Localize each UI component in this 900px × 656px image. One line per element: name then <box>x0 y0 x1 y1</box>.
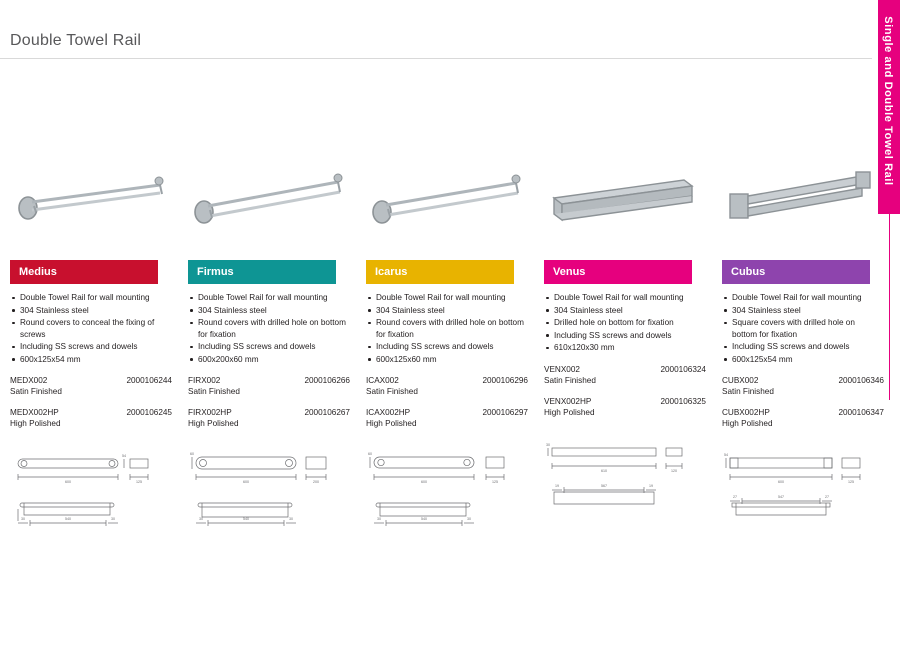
dim-top-length: 610 <box>601 468 607 473</box>
variant-sku: MEDX002 <box>10 376 48 385</box>
section-tab-label: Single and Double Towel Rail <box>882 16 894 186</box>
dim-front-right: 30 <box>289 517 293 521</box>
feature-list <box>366 292 526 365</box>
variant-codes <box>10 375 172 429</box>
header-divider <box>0 58 872 59</box>
variant-number: 2000106266 <box>304 376 350 385</box>
feature-item: 304 Stainless steel <box>722 305 882 317</box>
page-title: Double Towel Rail <box>10 32 142 49</box>
variant-sku: ICAX002HP <box>366 408 411 417</box>
variant-codes <box>188 375 350 429</box>
variant-number: 2000106296 <box>482 376 528 385</box>
product-name: Venus <box>553 266 586 278</box>
feature-item: Round covers with drilled hole on bottom for fixation <box>366 317 526 340</box>
variant-finish: Satin Finished <box>366 387 418 396</box>
variant-number: 2000106324 <box>660 364 706 374</box>
feature-item: Including SS screws and dowels <box>188 341 348 353</box>
feature-item: 304 Stainless steel <box>10 305 170 317</box>
variant-row <box>188 407 350 429</box>
feature-item: Double Towel Rail for wall mounting <box>722 292 882 304</box>
variant-finish: High Polished <box>722 419 773 428</box>
dim-front-width: 567 <box>601 483 607 488</box>
technical-drawing <box>366 445 531 555</box>
variant-number: 2000106245 <box>126 408 172 417</box>
variant-finish: High Polished <box>544 407 595 417</box>
feature-item: Round covers to conceal the fixing of screws <box>10 317 170 340</box>
dim-top-length: 600 <box>421 480 427 484</box>
feature-item: Double Towel Rail for wall mounting <box>544 292 704 304</box>
dim-top-length: 600 <box>778 480 784 484</box>
variant-row <box>722 375 884 397</box>
feature-item: Double Towel Rail for wall mounting <box>10 292 170 304</box>
variant-row <box>544 364 706 386</box>
variant-sku: CUBX002HP <box>722 408 770 417</box>
variant-number: 2000106325 <box>660 396 706 406</box>
product-name: Firmus <box>197 266 234 278</box>
variant-row <box>10 407 172 429</box>
feature-item: 304 Stainless steel <box>544 305 704 317</box>
variant-row <box>366 407 528 429</box>
dim-front-right: 30 <box>111 517 115 521</box>
product-column <box>722 150 884 555</box>
dim-front-width: 540 <box>243 517 249 521</box>
dim-top-length: 600 <box>243 480 249 484</box>
feature-item: 600x200x60 mm <box>188 354 348 366</box>
variant-row <box>10 375 172 397</box>
variant-codes <box>544 364 706 418</box>
feature-list <box>722 292 882 365</box>
feature-list <box>544 292 704 354</box>
feature-item: Including SS screws and dowels <box>366 341 526 353</box>
dim-front-right: 30 <box>467 517 471 521</box>
product-photo-firmus <box>188 150 348 260</box>
dim-side-depth: 125 <box>492 480 498 484</box>
product-name-band <box>10 260 158 284</box>
variant-sku: MEDX002HP <box>10 408 59 417</box>
dim-side-a: 54 <box>122 454 126 458</box>
product-column <box>10 150 172 555</box>
feature-item: Including SS screws and dowels <box>722 341 882 353</box>
variant-row <box>188 375 350 397</box>
dim-side-depth: 125 <box>848 480 854 484</box>
dim-side-a: 60 <box>190 452 194 456</box>
feature-item: 600x125x60 mm <box>366 354 526 366</box>
dim-front-width: 547 <box>778 495 784 499</box>
variant-finish: Satin Finished <box>188 387 240 396</box>
product-name: Cubus <box>731 266 766 278</box>
feature-item: Including SS screws and dowels <box>10 341 170 353</box>
product-name-band <box>366 260 514 284</box>
dim-top-length: 600 <box>65 480 71 484</box>
dim-side-a: 60 <box>368 452 372 456</box>
product-name-band <box>188 260 336 284</box>
feature-item: Round covers with drilled hole on bottom for fixation <box>188 317 348 340</box>
variant-number: 2000106346 <box>838 376 884 385</box>
dim-side-depth: 200 <box>313 480 319 484</box>
dim-side-a: 30 <box>546 442 550 447</box>
product-photo-venus <box>544 150 704 260</box>
product-column <box>188 150 350 555</box>
feature-item: 610x120x30 mm <box>544 342 704 354</box>
variant-finish: High Polished <box>10 419 61 428</box>
dim-front-left: 30 <box>199 517 203 521</box>
dim-front-width: 540 <box>65 517 71 521</box>
product-name-band <box>722 260 870 284</box>
technical-drawing <box>722 445 887 555</box>
feature-item: 600x125x54 mm <box>722 354 882 366</box>
variant-sku: VENX002HP <box>544 396 592 406</box>
feature-item: Double Towel Rail for wall mounting <box>188 292 348 304</box>
dim-side-depth: 120 <box>671 468 677 473</box>
variant-sku: CUBX002 <box>722 376 759 385</box>
technical-drawing <box>544 434 709 544</box>
product-name: Icarus <box>375 266 408 278</box>
variant-number: 2000106244 <box>126 376 172 385</box>
variant-number: 2000106297 <box>482 408 528 417</box>
variant-codes <box>366 375 528 429</box>
product-column <box>544 150 706 544</box>
variant-row <box>722 407 884 429</box>
variant-row <box>366 375 528 397</box>
technical-drawing <box>10 445 175 555</box>
feature-item: Square covers with drilled hole on bottom for fixation <box>722 317 882 340</box>
variant-sku: FIRX002 <box>188 376 221 385</box>
dim-front-right: 27 <box>825 495 829 499</box>
variant-number: 2000106267 <box>304 408 350 417</box>
product-name: Medius <box>19 266 57 278</box>
feature-item: Drilled hole on bottom for fixation <box>544 317 704 329</box>
feature-item: 600x125x54 mm <box>10 354 170 366</box>
variant-codes <box>722 375 884 429</box>
dim-side-a: 54 <box>724 453 728 457</box>
variant-finish: High Polished <box>366 419 417 428</box>
variant-sku: FIRX002HP <box>188 408 232 417</box>
variant-finish: High Polished <box>188 419 239 428</box>
variant-row <box>544 396 706 418</box>
dim-front-left: 19 <box>555 483 559 488</box>
variant-finish: Satin Finished <box>544 375 596 385</box>
product-name-band <box>544 260 692 284</box>
variant-finish: Satin Finished <box>722 387 774 396</box>
dim-front-right: 19 <box>649 483 653 488</box>
dim-front-left: 27 <box>733 495 737 499</box>
feature-item: 304 Stainless steel <box>188 305 348 317</box>
dim-side-depth: 125 <box>136 480 142 484</box>
feature-item: Double Towel Rail for wall mounting <box>366 292 526 304</box>
variant-number: 2000106347 <box>838 408 884 417</box>
dim-front-width: 540 <box>421 517 427 521</box>
technical-drawing <box>188 445 353 555</box>
variant-sku: ICAX002 <box>366 376 399 385</box>
dim-front-left: 30 <box>377 517 381 521</box>
dim-front-left: 30 <box>21 517 25 521</box>
variant-sku: VENX002 <box>544 364 580 374</box>
product-photo-cubus <box>722 150 882 260</box>
section-tab-rule <box>889 214 890 400</box>
variant-finish: Satin Finished <box>10 387 62 396</box>
product-column <box>366 150 528 555</box>
product-photo-icarus <box>366 150 526 260</box>
feature-list <box>10 292 170 365</box>
product-photo-medius <box>10 150 170 260</box>
feature-list <box>188 292 348 365</box>
feature-item: Including SS screws and dowels <box>544 330 704 342</box>
feature-item: 304 Stainless steel <box>366 305 526 317</box>
